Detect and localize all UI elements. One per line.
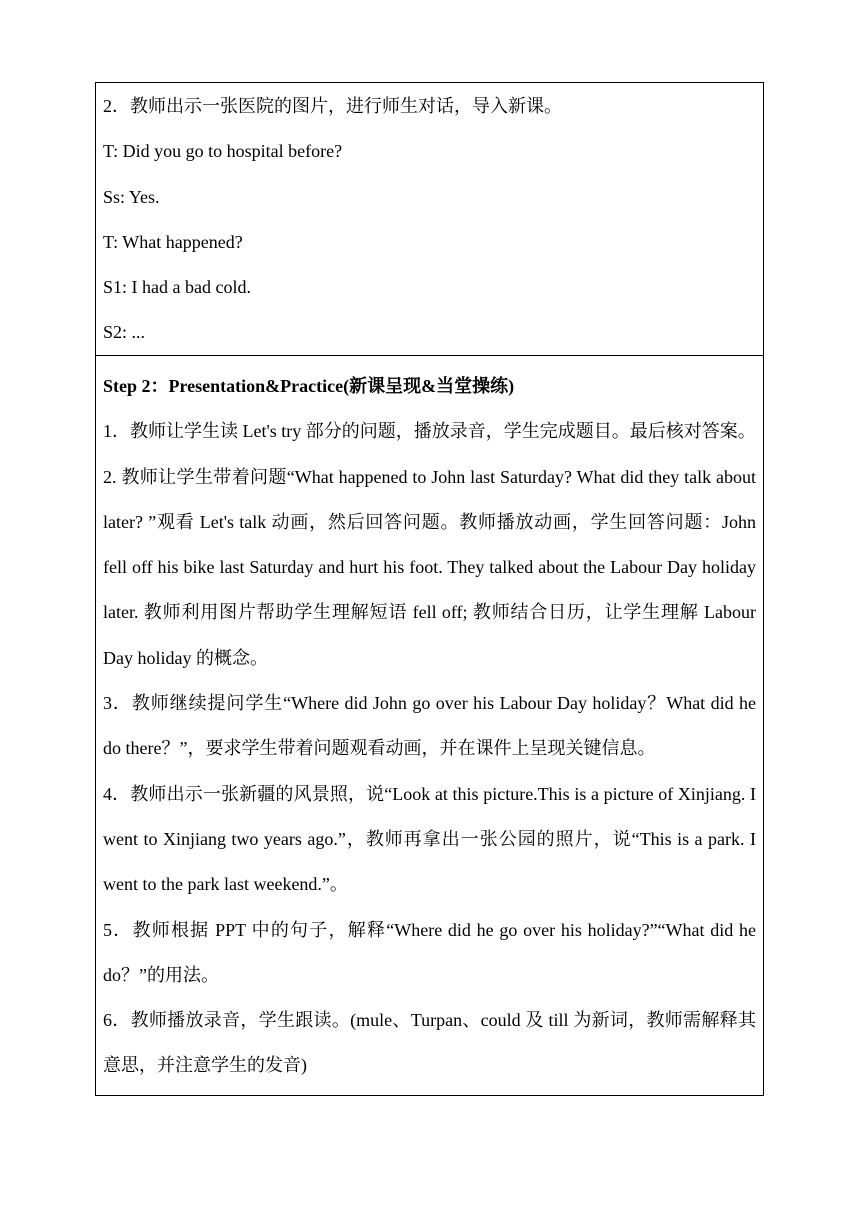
intro-line-4: T: What happened? xyxy=(103,231,243,252)
intro-line-1: 2．教师出示一张医院的图片，进行师生对话，导入新课。 xyxy=(103,96,562,116)
intro-line-3: Ss: Yes. xyxy=(103,186,160,207)
intro-line-6: S2: ... xyxy=(103,322,146,343)
lesson-plan-table xyxy=(95,82,764,1096)
intro-dialogue-cell xyxy=(96,83,763,356)
intro-line-5: S1: I had a bad cold. xyxy=(103,277,251,298)
step2-paragraph-2: 2. 教师让学生带着问题“What happened to John last Saturday? What did they talk about later? ”观看 Let's talk 动画，然后回答问题。教师播放动画，学生回答问题：John fell off his bike last Saturday and hurt his foot. They talked about the Labour Day holiday later. 教师利用图片帮助学生理解短语 fell off; 教师结合日历，让学生理解 Labour Day holiday 的概念。 xyxy=(103,466,756,668)
step2-paragraph-6: 6．教师播放录音，学生跟读。(mule、Turpan、could 及 till 为新词，教师需解释其意思，并注意学生的发音) xyxy=(103,1010,756,1076)
step2-paragraph-4: 4．教师出示一张新疆的风景照，说“Look at this picture.This is a picture of Xinjiang. I went to Xinjiang two years ago.”，教师再拿出一张公园的照片，说“This is a park. I went to the park last weekend.”。 xyxy=(103,783,756,895)
step2-paragraph-1: 1．教师让学生读 Let's try 部分的问题，播放录音，学生完成题目。最后核对答案。 xyxy=(103,421,756,442)
step2-paragraph-5: 5．教师根据 PPT 中的句子，解释“Where did he go over his holiday?”“What did he do？”的用法。 xyxy=(103,919,756,985)
step2-paragraph-3: 3．教师继续提问学生“Where did John go over his Labour Day holiday？What did he do there？”，要求学生带着问题观看动画，并在课件上呈现关键信息。 xyxy=(103,693,756,759)
step2-cell xyxy=(96,356,763,1095)
step2-title: Step 2：Presentation&Practice(新课呈现&当堂操练) xyxy=(103,376,515,396)
intro-line-2: T: Did you go to hospital before? xyxy=(103,141,343,162)
